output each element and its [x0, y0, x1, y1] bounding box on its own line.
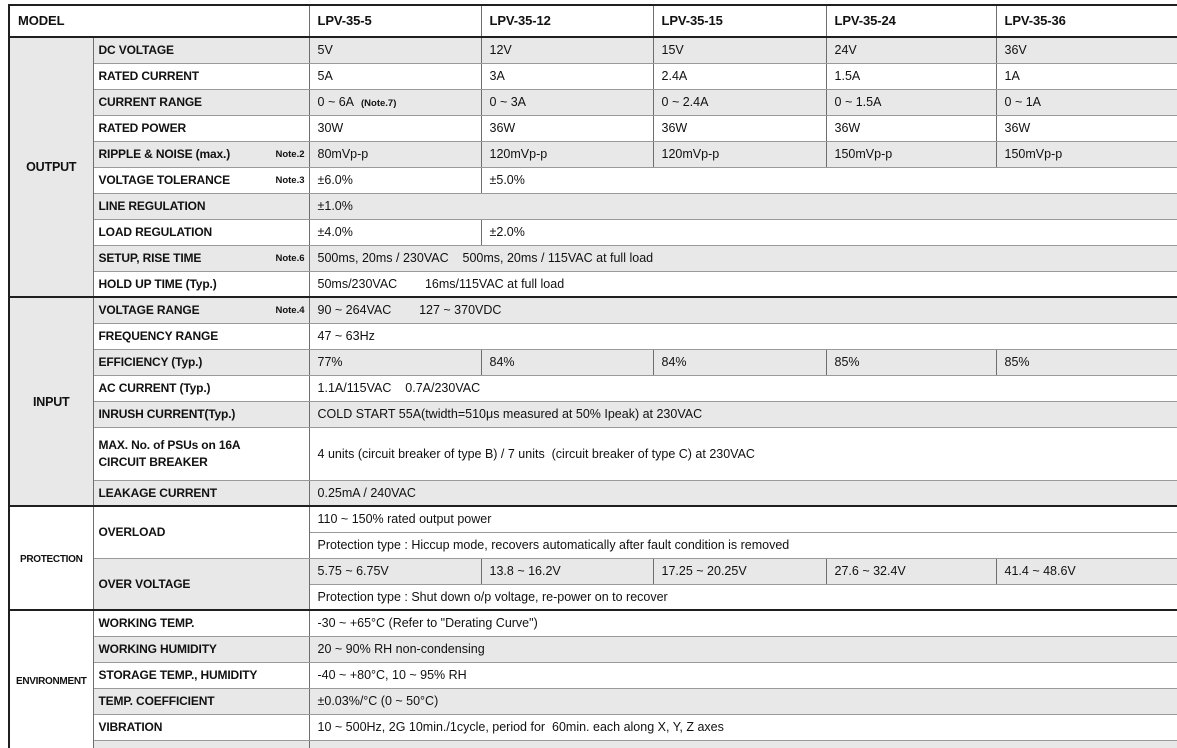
value-cell: 0 ~ 1A	[996, 89, 1177, 115]
label-hold-up-time: HOLD UP TIME (Typ.)	[93, 271, 309, 297]
row-line-regulation	[9, 193, 1177, 219]
row-partial-cutoff	[9, 740, 1177, 748]
value-cell: 15V	[653, 37, 826, 63]
value-cell: 5A	[309, 63, 481, 89]
label-vibration: VIBRATION	[93, 714, 309, 740]
value-cell: 3A	[481, 63, 653, 89]
value-cell: ±6.0%	[309, 167, 481, 193]
model-column-lpv-35-12: LPV-35-12	[481, 5, 653, 37]
row-working-temp	[9, 610, 1177, 636]
label-over-voltage: OVER VOLTAGE	[93, 558, 309, 610]
value-cell: 80mVp-p	[309, 141, 481, 167]
value-cell: 120mVp-p	[481, 141, 653, 167]
model-header-cell	[9, 5, 309, 37]
row-ac-current	[9, 375, 1177, 401]
label-dc-voltage: DC VOLTAGE	[93, 37, 309, 63]
value-cell-merged: 20 ~ 90% RH non-condensing	[309, 636, 1177, 662]
model-column-lpv-35-36: LPV-35-36	[996, 5, 1177, 37]
value-cell: 0 ~ 2.4A	[653, 89, 826, 115]
value-cell-merged: ±2.0%	[481, 219, 1177, 245]
value-cell-cutoff	[309, 740, 1177, 748]
row-hold-up-time	[9, 271, 1177, 297]
model-column-lpv-35-15: LPV-35-15	[653, 5, 826, 37]
row-rated-current	[9, 63, 1177, 89]
value-cell: 13.8 ~ 16.2V	[481, 558, 653, 584]
row-rated-power	[9, 115, 1177, 141]
row-over-voltage-values	[9, 558, 1177, 584]
label-frequency-range: FREQUENCY RANGE	[93, 323, 309, 349]
label-max-psu: MAX. No. of PSUs on 16A CIRCUIT BREAKER	[93, 427, 309, 480]
row-voltage-range	[9, 297, 1177, 323]
value-cell-merged: ±1.0%	[309, 193, 1177, 219]
row-storage-temp-humidity	[9, 662, 1177, 688]
row-temp-coefficient	[9, 688, 1177, 714]
row-dc-voltage	[9, 37, 1177, 63]
label-voltage-tolerance: VOLTAGE TOLERANCE Note.3	[93, 167, 309, 193]
row-vibration	[9, 714, 1177, 740]
label-rated-current: RATED CURRENT	[93, 63, 309, 89]
value-cell: 2.4A	[653, 63, 826, 89]
row-inrush-current	[9, 401, 1177, 427]
section-label-protection: PROTECTION	[9, 506, 93, 610]
value-cell: 1.5A	[826, 63, 996, 89]
value-cell: 27.6 ~ 32.4V	[826, 558, 996, 584]
label-efficiency: EFFICIENCY (Typ.)	[93, 349, 309, 375]
value-cell-merged: 4 units (circuit breaker of type B) / 7 units (circuit breaker of type C) at 230VAC	[309, 427, 1177, 480]
value-cell: 150mVp-p	[996, 141, 1177, 167]
label-line-regulation: LINE REGULATION	[93, 193, 309, 219]
value-cell-merged: 1.1A/115VAC 0.7A/230VAC	[309, 375, 1177, 401]
row-overload-range	[9, 506, 1177, 532]
value-cell-merged: 90 ~ 264VAC 127 ~ 370VDC	[309, 297, 1177, 323]
value-cell: 0 ~ 3A	[481, 89, 653, 115]
row-max-psu	[9, 427, 1177, 480]
note-3: Note.3	[275, 174, 305, 186]
label-cell-cutoff	[93, 740, 309, 748]
value-cell-merged: ±0.03%/°C (0 ~ 50°C)	[309, 688, 1177, 714]
label-working-humidity: WORKING HUMIDITY	[93, 636, 309, 662]
note-4: Note.4	[275, 304, 305, 316]
model-header-row	[9, 5, 1177, 37]
value-cell-merged: 0.25mA / 240VAC	[309, 480, 1177, 506]
value-cell: 5V	[309, 37, 481, 63]
value-cell: 12V	[481, 37, 653, 63]
value-cell: 77%	[309, 349, 481, 375]
section-label-output: OUTPUT	[9, 37, 93, 297]
value-cell: 85%	[826, 349, 996, 375]
label-ripple-noise: RIPPLE & NOISE (max.) Note.2	[93, 141, 309, 167]
label-load-regulation: LOAD REGULATION	[93, 219, 309, 245]
label-inrush-current: INRUSH CURRENT(Typ.)	[93, 401, 309, 427]
value-cell-merged: Protection type : Shut down o/p voltage, re-power on to recover	[309, 584, 1177, 610]
value-cell: 36W	[481, 115, 653, 141]
note-7: (Note.7)	[361, 98, 397, 109]
value-cell: 0 ~ 6A (Note.7)	[309, 89, 481, 115]
value-cell: 1A	[996, 63, 1177, 89]
row-efficiency	[9, 349, 1177, 375]
value-cell-merged: 47 ~ 63Hz	[309, 323, 1177, 349]
value-cell-merged: 50ms/230VAC 16ms/115VAC at full load	[309, 271, 1177, 297]
value-cell-merged: 10 ~ 500Hz, 2G 10min./1cycle, period for 60min. each along X, Y, Z axes	[309, 714, 1177, 740]
value-cell: 36W	[653, 115, 826, 141]
value-cell-merged: COLD START 55A(twidth=510μs measured at 50% Ipeak) at 230VAC	[309, 401, 1177, 427]
model-label: MODEL	[18, 13, 65, 28]
section-label-environment: ENVIRONMENT	[9, 610, 93, 748]
value-cell-merged: -40 ~ +80°C, 10 ~ 95% RH	[309, 662, 1177, 688]
value-cell-merged: 500ms, 20ms / 230VAC 500ms, 20ms / 115VAC at full load	[309, 245, 1177, 271]
spec-table	[8, 4, 1177, 748]
value-cell: 36W	[996, 115, 1177, 141]
label-leakage-current: LEAKAGE CURRENT	[93, 480, 309, 506]
value-cell: 84%	[653, 349, 826, 375]
model-column-lpv-35-5: LPV-35-5	[309, 5, 481, 37]
value-cell: 17.25 ~ 20.25V	[653, 558, 826, 584]
value-cell: 24V	[826, 37, 996, 63]
value-cell: 30W	[309, 115, 481, 141]
label-ac-current: AC CURRENT (Typ.)	[93, 375, 309, 401]
value-cell-merged: 110 ~ 150% rated output power	[309, 506, 1177, 532]
value-cell: 36V	[996, 37, 1177, 63]
label-storage-temp-humidity: STORAGE TEMP., HUMIDITY	[93, 662, 309, 688]
value-cell-merged: Protection type : Hiccup mode, recovers automatically after fault condition is removed	[309, 532, 1177, 558]
value-cell-merged: ±5.0%	[481, 167, 1177, 193]
row-current-range	[9, 89, 1177, 115]
value-cell: 0 ~ 1.5A	[826, 89, 996, 115]
row-setup-rise-time	[9, 245, 1177, 271]
label-temp-coefficient: TEMP. COEFFICIENT	[93, 688, 309, 714]
value-cell: 41.4 ~ 48.6V	[996, 558, 1177, 584]
value-cell: 85%	[996, 349, 1177, 375]
value-cell: 150mVp-p	[826, 141, 996, 167]
row-voltage-tolerance	[9, 167, 1177, 193]
value-cell-merged: -30 ~ +65°C (Refer to "Derating Curve")	[309, 610, 1177, 636]
note-2: Note.2	[275, 148, 305, 160]
label-current-range: CURRENT RANGE	[93, 89, 309, 115]
label-overload: OVERLOAD	[93, 506, 309, 558]
label-setup-rise-time: SETUP, RISE TIME Note.6	[93, 245, 309, 271]
row-load-regulation	[9, 219, 1177, 245]
label-voltage-range: VOLTAGE RANGE Note.4	[93, 297, 309, 323]
value-cell: ±4.0%	[309, 219, 481, 245]
row-frequency-range	[9, 323, 1177, 349]
label-rated-power: RATED POWER	[93, 115, 309, 141]
row-leakage-current	[9, 480, 1177, 506]
note-6: Note.6	[275, 252, 305, 264]
value-cell: 84%	[481, 349, 653, 375]
label-working-temp: WORKING TEMP.	[93, 610, 309, 636]
row-working-humidity	[9, 636, 1177, 662]
section-label-input: INPUT	[9, 297, 93, 506]
value-cell: 120mVp-p	[653, 141, 826, 167]
model-column-lpv-35-24: LPV-35-24	[826, 5, 996, 37]
value-cell: 5.75 ~ 6.75V	[309, 558, 481, 584]
row-ripple-noise	[9, 141, 1177, 167]
value-cell: 36W	[826, 115, 996, 141]
